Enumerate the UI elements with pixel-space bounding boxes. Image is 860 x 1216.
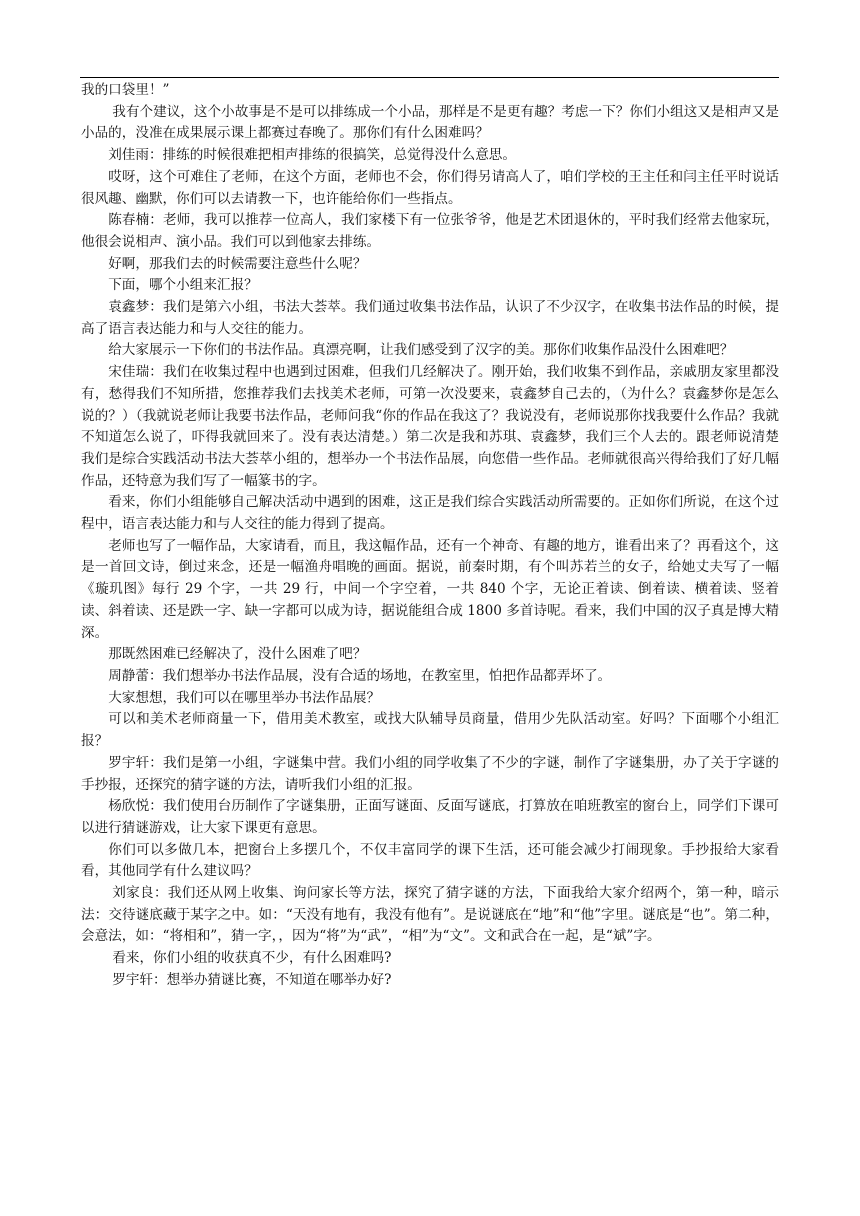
paragraph: 好啊，那我们去的时候需要注意些什么呢？ bbox=[108, 255, 367, 272]
paragraph: 看来，你们小组能够自己解决活动中遇到的困难，这正是我们综合实践活动所需要的。正如你们所说，在这个过程中，语言表达能力和与人交往的能力得到了提高。 bbox=[81, 494, 779, 533]
paragraph: 哎呀，这个可难住了老师，在这个方面，老师也不会，你们得另请高人了，咱们学校的王主任和闫主任平时说话很风趣、幽默，你们可以去请教一下，也许能给你们一些指点。 bbox=[81, 168, 779, 207]
paragraph: 罗宇轩：我们是第一小组，字谜集中营。我们小组的同学收集了不少的字谜，制作了字谜集册，办了关于字谜的手抄报，还探究的猜字谜的方法，请听我们小组的汇报。 bbox=[81, 754, 779, 793]
paragraph: 杨欣悦：我们使用台历制作了字谜集册，正面写谜面、反面写谜底，打算放在咱班教室的窗台上，同学们下课可以进行猜谜游戏，让大家下课更有意思。 bbox=[81, 798, 779, 836]
paragraph: 陈春楠：老师，我可以推荐一位高人，我们家楼下有一位张爷爷，他是艺术团退休的，平时我们经常去他家玩，他很会说相声、演小品。我们可以到他家去排练。 bbox=[81, 212, 779, 250]
paragraph: 看来，你们小组的收获真不少，有什么困难吗? bbox=[112, 950, 392, 967]
paragraph: 我的口袋里！” bbox=[81, 82, 170, 98]
header-rule bbox=[80, 77, 779, 78]
paragraph: 宋佳瑞：我们在收集过程中也遇到过困难，但我们几经解决了。刚开始，我们收集不到作品，亲戚朋友家里都没有，愁得我们不知所措，您推荐我们去找美术老师，可第一次没要来，袁鑫梦自己去的，（为什么？袁鑫梦你是怎么说的？）（我就说老师让我要书法作品，老师问我“你的作品在我这了？我说没有，老师说那你找我要什么作品？我就不知道怎么说了，吓得我就回来了。没有表达清楚。）第二次是我和苏琪、袁鑫梦，我们三个人去的。跟老师说清楚我们是综合实践活动书法大荟萃小组的，想举办一个书法作品展，向您借一些作品。老师就很高兴得给我们了好几幅作品，还特意为我们写了一幅篆书的字。 bbox=[81, 364, 779, 489]
document-body bbox=[81, 80, 779, 992]
paragraph: 大家想想，我们可以在哪里举办书法作品展？ bbox=[108, 689, 381, 706]
paragraph: 刘家良：我们还从网上收集、询问家长等方法，探究了猜字谜的方法，下面我给大家介绍两个，第一种，暗示法：交待谜底藏于某字之中。如：“天没有地有，我没有他有”。是说谜底在“地”和“他”字里。谜底是“也”。第二种，会意法，如：“将相和”，猜一字，，因为“将”为“武”，“相”为“文”。文和武合在一起，是“斌”字。 bbox=[81, 885, 779, 945]
paragraph: 下面，哪个小组来汇报？ bbox=[108, 277, 258, 294]
paragraph: 周静蕾：我们想举办书法作品展，没有合适的场地，在教室里，怕把作品都弄坏了。 bbox=[108, 667, 612, 684]
paragraph: 我有个建议，这个小故事是不是可以排练成一个小品，那样是不是更有趣？考虑一下？你们小组这又是相声又是小品的，没准在成果展示课上都赛过春晚了。那你们有什么困难吗？ bbox=[81, 103, 779, 142]
paragraph: 那既然困难已经解决了，没什么困难了吧？ bbox=[108, 646, 367, 663]
paragraph: 刘佳雨：排练的时候很难把相声排练的很搞笑，总觉得没什么意思。 bbox=[108, 147, 516, 164]
paragraph: 可以和美术老师商量一下，借用美术教室，或找大队辅导员商量，借用少先队活动室。好吗？下面哪个小组汇报？ bbox=[81, 711, 779, 750]
paragraph: 罗宇轩：想举办猜谜比赛，不知道在哪举办好? bbox=[112, 971, 392, 988]
paragraph: 袁鑫梦：我们是第六小组，书法大荟萃。我们通过收集书法作品，认识了不少汉字，在收集书法作品的时候，提高了语言表达能力和与人交往的能力。 bbox=[81, 299, 779, 337]
paragraph: 你们可以多做几本，把窗台上多摆几个，不仅丰富同学的课下生活，还可能会减少打闹现象。手抄报给大家看看，其他同学有什么建议吗？ bbox=[81, 841, 779, 880]
paragraph: 老师也写了一幅作品，大家请看，而且，我这幅作品，还有一个神奇、有趣的地方，谁看出来了？再看这个，这是一首回文诗，倒过来念，还是一幅渔舟唱晚的画面。据说，前秦时期，有个叫苏若兰的女子，给她丈夫写了一幅《璇玑图》每行 29 个字，一共 29 行，中间一个字空着，一共 840 个字，无论正着读、倒着读、横着读、竖着读、斜着读、还是跌一字、缺一字都可以成为诗，据说能组合成 1800 多首诗呢。看来，我们中国的汉子真是博大精深。 bbox=[81, 537, 779, 641]
paragraph: 给大家展示一下你们的书法作品。真漂亮啊，让我们感受到了汉字的美。那你们收集作品没什么困难吧？ bbox=[108, 342, 734, 359]
